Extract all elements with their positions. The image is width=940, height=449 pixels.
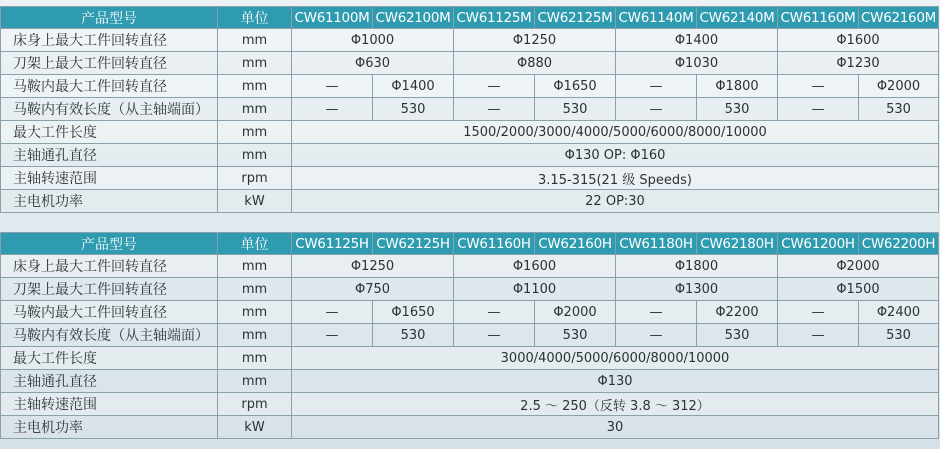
header-model: CW62100M	[373, 7, 454, 29]
table-row	[1, 98, 939, 121]
spec-value: Φ1000	[292, 29, 454, 52]
spec-label: 床身上最大工件回转直径	[1, 29, 218, 52]
spec-label: 主电机功率	[1, 190, 218, 213]
spec-unit: mm	[218, 255, 292, 278]
table-row	[1, 347, 939, 370]
header-model: CW62125M	[535, 7, 616, 29]
spec-value: Φ1600	[454, 255, 616, 278]
spec-unit: mm	[218, 29, 292, 52]
spec-value: Φ630	[292, 52, 454, 75]
spec-label: 马鞍内最大工件回转直径	[1, 301, 218, 324]
header-model: CW61200H	[778, 233, 859, 255]
spec-value: Φ1800	[616, 255, 778, 278]
header-product-model: 产品型号	[1, 233, 218, 255]
spec-unit: mm	[218, 301, 292, 324]
spec-value: Φ2400	[859, 301, 939, 324]
spec-value: —	[454, 98, 535, 121]
spec-value: Φ1250	[292, 255, 454, 278]
spec-value: Φ1400	[616, 29, 778, 52]
spec-label: 主轴通孔直径	[1, 370, 218, 393]
spec-value: 530	[535, 98, 616, 121]
table-row	[1, 393, 939, 416]
spec-value: —	[778, 324, 859, 347]
spec-value: —	[616, 301, 697, 324]
spec-unit: mm	[218, 324, 292, 347]
table-row	[1, 29, 939, 52]
spec-value: —	[616, 75, 697, 98]
header-model: CW61160H	[454, 233, 535, 255]
header-model: CW61180H	[616, 233, 697, 255]
spec-value: Φ1250	[454, 29, 616, 52]
table-row	[1, 167, 939, 190]
spec-value: Φ1300	[616, 278, 778, 301]
table-row	[1, 121, 939, 144]
spec-label: 最大工件长度	[1, 121, 218, 144]
spec-value: Φ1100	[454, 278, 616, 301]
header-model: CW61125M	[454, 7, 535, 29]
table-row	[1, 370, 939, 393]
header-row	[1, 233, 939, 255]
spec-value: 3000/4000/5000/6000/8000/10000	[292, 347, 939, 370]
spec-value: 1500/2000/3000/4000/5000/6000/8000/10000	[292, 121, 939, 144]
spec-label: 主电机功率	[1, 416, 218, 439]
spec-value: —	[454, 75, 535, 98]
header-model: CW62125H	[373, 233, 454, 255]
spec-value: Φ1650	[535, 75, 616, 98]
spec-value: —	[778, 75, 859, 98]
spec-table-h-series	[0, 232, 939, 439]
table-row	[1, 75, 939, 98]
spec-value: Φ130	[292, 370, 939, 393]
spec-value: 30	[292, 416, 939, 439]
header-model: CW61140M	[616, 7, 697, 29]
spec-label: 马鞍内有效长度（从主轴端面）	[1, 98, 218, 121]
header-unit: 单位	[218, 7, 292, 29]
spec-value: 530	[373, 98, 454, 121]
spec-label: 主轴通孔直径	[1, 144, 218, 167]
spec-label: 刀架上最大工件回转直径	[1, 52, 218, 75]
spec-label: 刀架上最大工件回转直径	[1, 278, 218, 301]
spec-value: 530	[859, 324, 939, 347]
spec-value: Φ1230	[778, 52, 939, 75]
spec-value: 530	[373, 324, 454, 347]
spec-label: 主轴转速范围	[1, 393, 218, 416]
header-model: CW62180H	[697, 233, 778, 255]
spec-value: Φ1800	[697, 75, 778, 98]
header-unit: 单位	[218, 233, 292, 255]
spec-unit: rpm	[218, 393, 292, 416]
table-row	[1, 416, 939, 439]
spec-value: Φ1400	[373, 75, 454, 98]
spec-value: Φ880	[454, 52, 616, 75]
spec-label: 主轴转速范围	[1, 167, 218, 190]
table-row	[1, 255, 939, 278]
spec-value: —	[292, 75, 373, 98]
header-product-model: 产品型号	[1, 7, 218, 29]
spec-label: 最大工件长度	[1, 347, 218, 370]
spec-unit: mm	[218, 347, 292, 370]
spec-unit: kW	[218, 190, 292, 213]
spec-value: 530	[697, 324, 778, 347]
spec-label: 马鞍内有效长度（从主轴端面）	[1, 324, 218, 347]
table-row	[1, 301, 939, 324]
spec-value: 530	[535, 324, 616, 347]
table-row	[1, 190, 939, 213]
spec-value: Φ1030	[616, 52, 778, 75]
spec-value: Φ1600	[778, 29, 939, 52]
spec-label: 床身上最大工件回转直径	[1, 255, 218, 278]
spec-unit: mm	[218, 370, 292, 393]
spec-unit: kW	[218, 416, 292, 439]
spec-value: —	[454, 324, 535, 347]
table-row	[1, 52, 939, 75]
header-model: CW61100M	[292, 7, 373, 29]
spec-value: Φ1500	[778, 278, 939, 301]
header-model: CW62160M	[859, 7, 939, 29]
header-row	[1, 7, 939, 29]
spec-value: —	[454, 301, 535, 324]
spec-value: 530	[697, 98, 778, 121]
spec-unit: mm	[218, 144, 292, 167]
table-row	[1, 324, 939, 347]
header-model: CW62200H	[859, 233, 939, 255]
table-row	[1, 278, 939, 301]
header-model: CW62140M	[697, 7, 778, 29]
spec-unit: mm	[218, 98, 292, 121]
spec-value: 530	[859, 98, 939, 121]
spec-value: —	[778, 301, 859, 324]
spec-value: Φ2200	[697, 301, 778, 324]
spec-value: 2.5 ～ 250（反转 3.8 ～ 312）	[292, 393, 939, 416]
spec-unit: mm	[218, 75, 292, 98]
spec-value: —	[616, 324, 697, 347]
spec-unit: mm	[218, 278, 292, 301]
header-model: CW61160M	[778, 7, 859, 29]
spec-value: —	[292, 98, 373, 121]
header-model: CW62160H	[535, 233, 616, 255]
spec-table-m-series	[0, 6, 939, 213]
spec-value: Φ2000	[535, 301, 616, 324]
spec-value: —	[292, 324, 373, 347]
table-row	[1, 144, 939, 167]
spec-unit: mm	[218, 121, 292, 144]
spec-value: Φ750	[292, 278, 454, 301]
spec-value: Φ1650	[373, 301, 454, 324]
spec-value: Φ130 OP: Φ160	[292, 144, 939, 167]
spec-value: Φ2000	[778, 255, 939, 278]
spec-value: 22 OP:30	[292, 190, 939, 213]
spec-value: —	[616, 98, 697, 121]
spec-value: Φ2000	[859, 75, 939, 98]
spec-value: 3.15-315(21 级 Speeds)	[292, 167, 939, 190]
spec-unit: mm	[218, 52, 292, 75]
header-model: CW61125H	[292, 233, 373, 255]
spec-unit: rpm	[218, 167, 292, 190]
spec-value: —	[778, 98, 859, 121]
spec-label: 马鞍内最大工件回转直径	[1, 75, 218, 98]
spec-value: —	[292, 301, 373, 324]
